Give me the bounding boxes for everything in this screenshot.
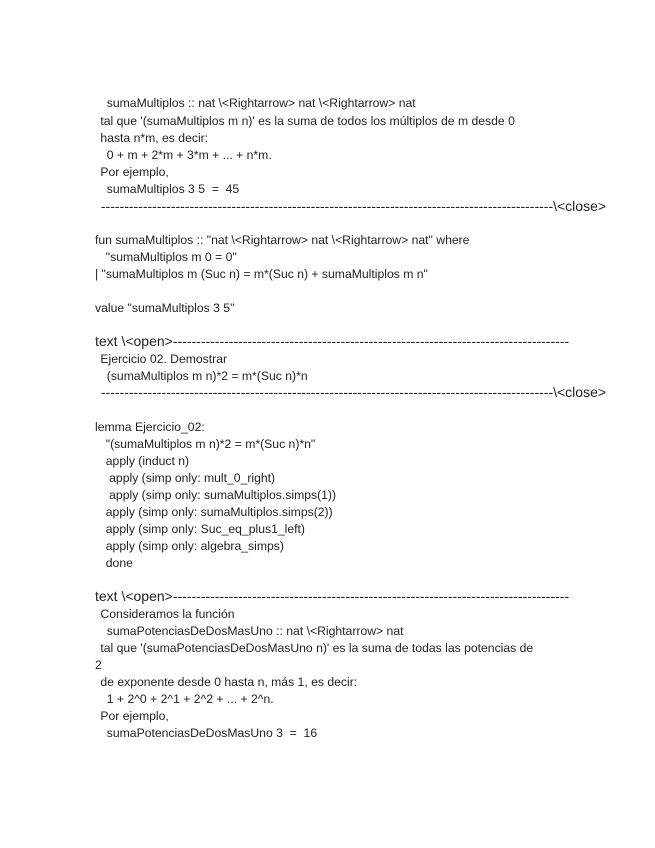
text-line: apply (simp only: Suc_eq_plus1_left) <box>99 522 305 536</box>
text-line: de exponente desde 0 hasta n, más 1, es decir: <box>97 675 358 689</box>
text-line: apply (simp only: sumaMultiplos.simps(2)) <box>99 505 333 519</box>
text-line: sumaPotenciasDeDosMasUno 3 = 16 <box>100 726 318 740</box>
comment-close-line: -------------------------------------------------------------------------------------------------\<close> <box>97 198 607 214</box>
text-line: 0 + m + 2*m + 3*m + ... + n*m. <box>100 148 272 162</box>
text-line: apply (simp only: algebra_simps) <box>99 539 284 553</box>
text-line: (sumaMultiplos m n)*2 = m*(Suc n)*n <box>100 369 308 383</box>
text-line: "sumaMultiplos m 0 = 0" <box>99 250 237 264</box>
comment-close-line: -------------------------------------------------------------------------------------------------\<close> <box>97 384 607 400</box>
text-line: tal que '(sumaPotenciasDeDosMasUno n)' es la suma de todas las potencias de <box>97 641 534 655</box>
text-line: Consideramos la función <box>97 607 235 621</box>
text-line: sumaMultiplos :: nat \<Rightarrow> nat \<Rightarrow> nat <box>100 96 416 110</box>
comment-open-line: text \<open>------------------------------------------------------------------------------------- <box>95 333 570 349</box>
text-line: 2 <box>95 658 102 672</box>
text-line: Por ejemplo, <box>97 709 169 723</box>
text-line: done <box>99 556 133 570</box>
text-line: apply (simp only: sumaMultiplos.simps(1)) <box>99 488 337 502</box>
text-line: Ejercicio 02. Demostrar <box>97 352 228 366</box>
text-line: lemma Ejercicio_02: <box>95 420 205 434</box>
comment-open-line: text \<open>------------------------------------------------------------------------------------- <box>95 588 570 604</box>
text-line: sumaPotenciasDeDosMasUno :: nat \<Rightarrow> nat <box>100 624 404 638</box>
text-line: hasta n*m, es decir: <box>97 131 209 145</box>
text-line: apply (simp only: mult_0_right) <box>99 471 276 485</box>
text-line: Por ejemplo, <box>97 165 169 179</box>
text-line: "(sumaMultiplos m n)*2 = m*(Suc n)*n" <box>99 437 316 451</box>
text-line: fun sumaMultiplos :: "nat \<Rightarrow> nat \<Rightarrow> nat" where <box>95 233 470 247</box>
text-line: | "sumaMultiplos m (Suc n) = m*(Suc n) + sumaMultiplos m n" <box>95 267 428 281</box>
text-line: 1 + 2^0 + 2^1 + 2^2 + ... + 2^n. <box>100 692 274 706</box>
text-line: apply (induct n) <box>99 454 190 468</box>
text-line: tal que '(sumaMultiplos m n)' es la suma de todos los múltiplos de m desde 0 <box>97 114 515 128</box>
text-line: sumaMultiplos 3 5 = 45 <box>100 182 240 196</box>
text-line: value "sumaMultiplos 3 5" <box>95 301 235 315</box>
